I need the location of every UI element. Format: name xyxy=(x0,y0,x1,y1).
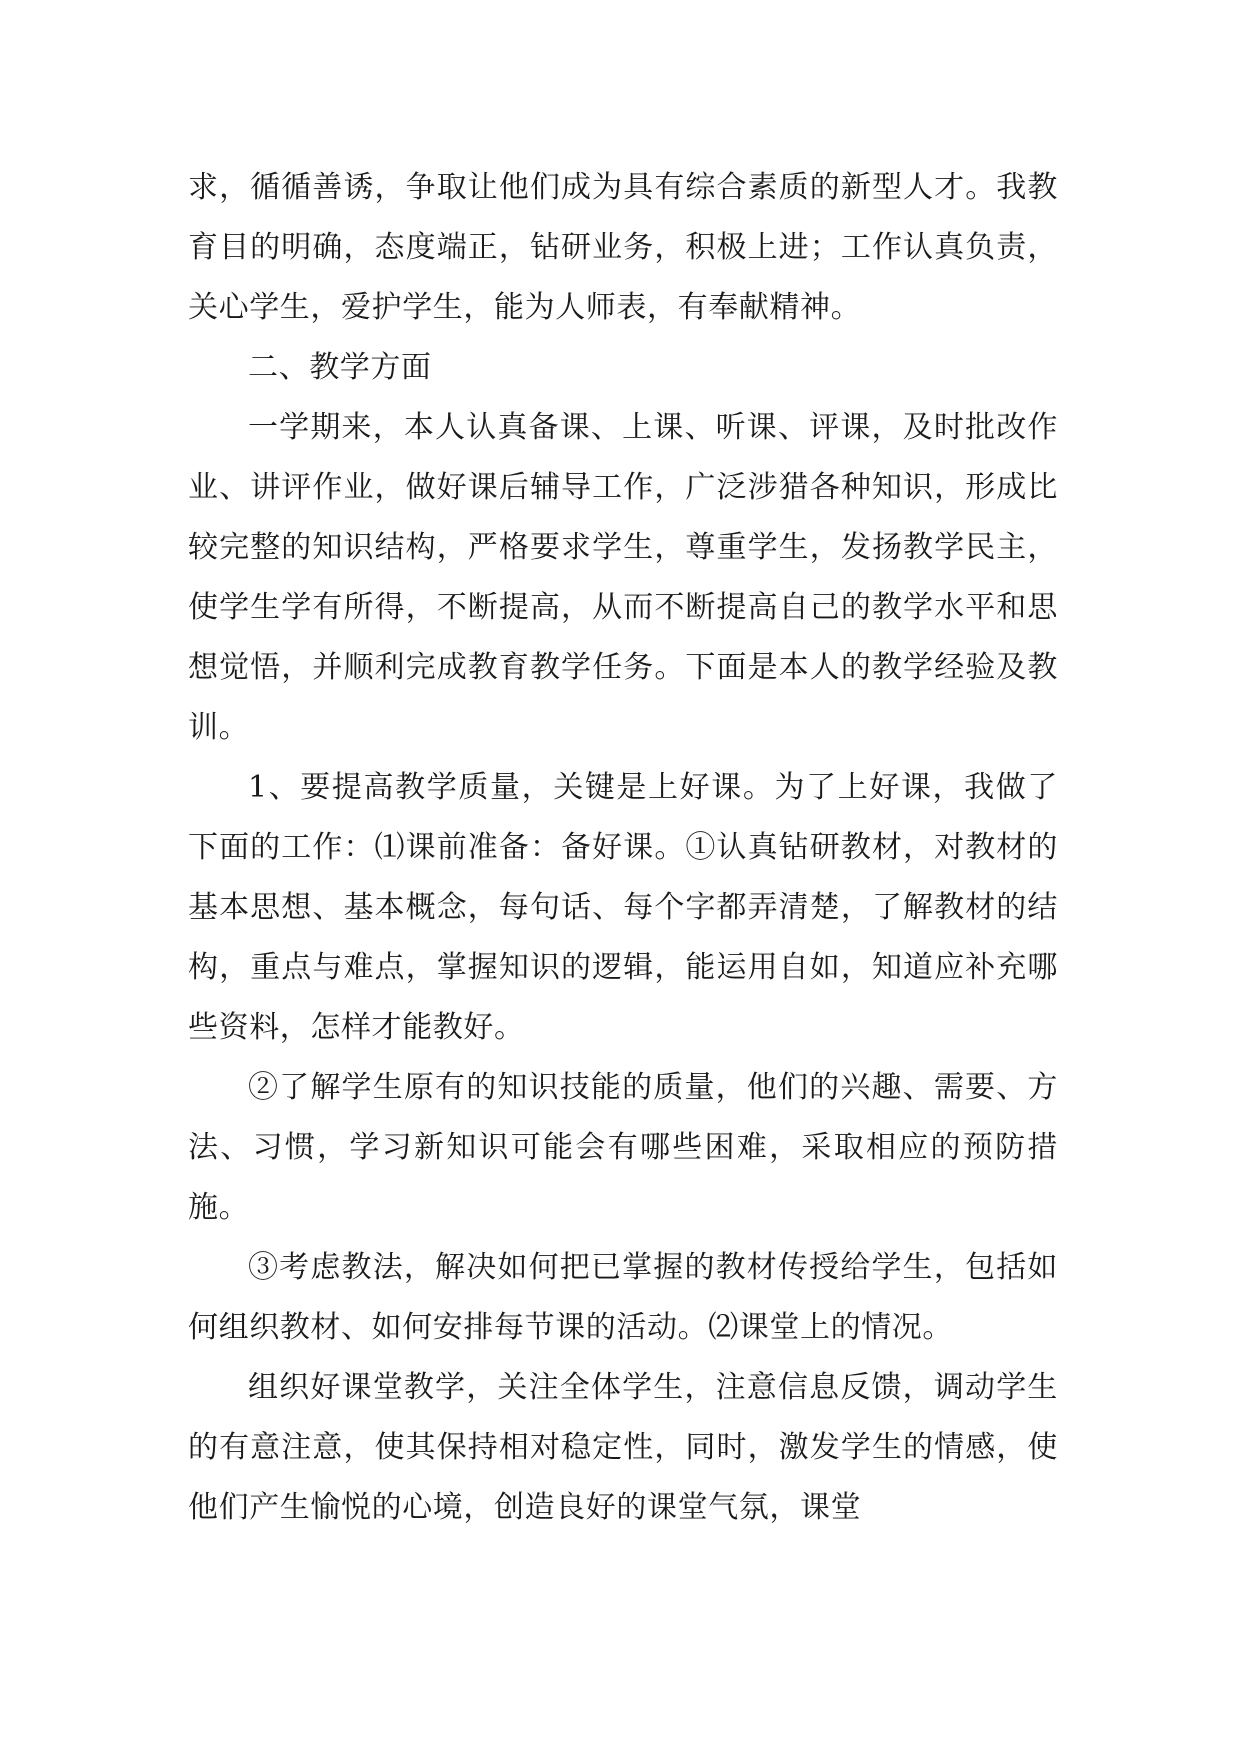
document-body xyxy=(188,158,1058,1538)
paragraph: 1、要提高教学质量，关键是上好课。为了上好课，我做了下面的工作：⑴课前准备：备好课。①认真钻研教材，对教材的基本思想、基本概念，每句话、每个字都弄清楚，了解教材的结构，重点与难点，掌握知识的逻辑，能运用自如，知道应补充哪些资料，怎样才能教好。 xyxy=(188,770,1058,1045)
paragraph: 一学期来，本人认真备课、上课、听课、评课，及时批改作业、讲评作业，做好课后辅导工作，广泛涉猎各种知识，形成比较完整的知识结构，严格要求学生，尊重学生，发扬教学民主，使学生学有所得，不断提高，从而不断提高自己的教学水平和思想觉悟，并顺利完成教育教学任务。下面是本人的教学经验及教训。 xyxy=(188,410,1058,745)
paragraph: 组织好课堂教学，关注全体学生，注意信息反馈，调动学生的有意注意，使其保持相对稳定性，同时，激发学生的情感，使他们产生愉悦的心境，创造良好的课堂气氛，课堂 xyxy=(188,1370,1058,1525)
paragraph: ②了解学生原有的知识技能的质量，他们的兴趣、需要、方法、习惯，学习新知识可能会有哪些困难，采取相应的预防措施。 xyxy=(188,1070,1058,1225)
paragraph-continuation: 求，循循善诱，争取让他们成为具有综合素质的新型人才。我教育目的明确，态度端正，钻研业务，积极上进；工作认真负责，关心学生，爱护学生，能为人师表，有奉献精神。 xyxy=(188,170,1058,325)
paragraph: ③考虑教法，解决如何把已掌握的教材传授给学生，包括如何组织教材、如何安排每节课的活动。⑵课堂上的情况。 xyxy=(188,1250,1058,1345)
section-heading: 二、教学方面 xyxy=(248,350,432,385)
